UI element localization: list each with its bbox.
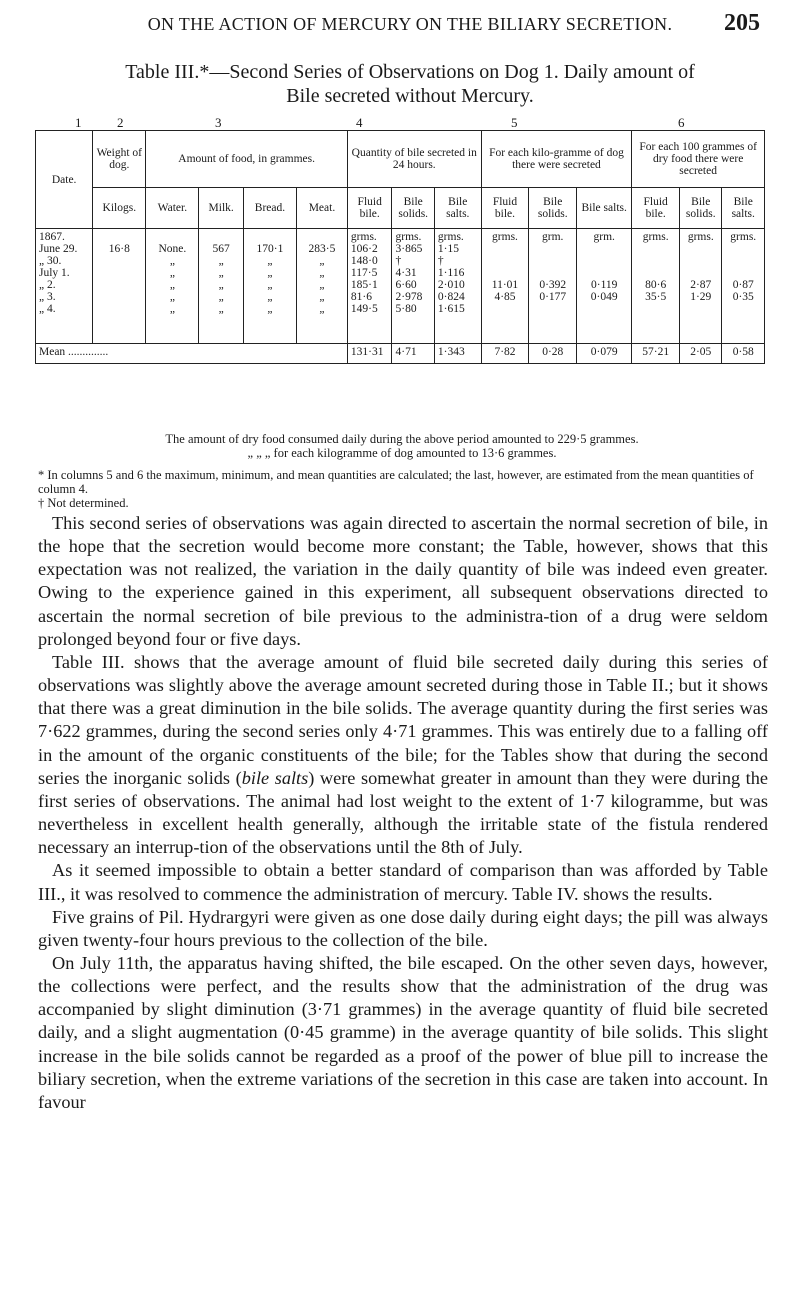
col-q-salts: [434, 229, 481, 344]
header-weight: Weight of dog.: [93, 131, 146, 188]
table-cell: 117·5: [350, 267, 378, 279]
table-cell: [300, 231, 344, 243]
sub-h-solids: Bile solids.: [680, 188, 722, 229]
table-cell: [683, 303, 718, 315]
column-number: 6: [678, 115, 685, 130]
paragraph-text: Table III. shows that the average amount of fluid bile secreted daily during this series of observations was slightly above the average amount secreted during those in Table II.; but it shows that there was a great diminution in the bile solids. The average quantity during the first series was 7·622 grammes, during the second series only 4·71 grammes. This was entirely due to a falling off in the amount of the organic constituents of the bile; for the Tables show that during the second series the inorganic solids (: [38, 651, 768, 788]
col-h-salts: [722, 229, 765, 344]
table-cell: 1·116: [437, 267, 465, 279]
table-cell: [580, 303, 628, 315]
table-cell: 2·010: [437, 279, 465, 291]
caption-line-2: Bile secreted without Mercury.: [286, 85, 534, 107]
table-cell: „ 30.: [39, 255, 62, 267]
table-cell: [580, 267, 628, 279]
header-per-kilo: For each kilo-gramme of dog there were secreted: [481, 131, 632, 188]
column-number: 4: [356, 115, 363, 130]
table-cell: „: [169, 279, 175, 291]
page-number: 205: [724, 10, 760, 36]
table-cell: grm.: [542, 231, 564, 243]
bile-table: [35, 130, 765, 364]
table-cell: [96, 291, 142, 303]
table-cell: 0·35: [732, 291, 754, 303]
table-cell: 1·29: [690, 291, 712, 303]
table-cell: 283·5: [308, 243, 336, 255]
table-cell: [635, 243, 676, 255]
table-cell: 0·049: [590, 291, 618, 303]
table-cell: „: [319, 303, 325, 315]
table-cell: 4·85: [494, 291, 516, 303]
table-cell: 148·0: [350, 255, 378, 267]
table-cell: †: [395, 255, 402, 267]
table-cell: [96, 279, 142, 291]
table-cell: [96, 255, 142, 267]
note-line: „ „ „ for each kilogramme of dog amounted to 13·6 grammes.: [247, 446, 557, 460]
table-cell: 170·1: [256, 243, 284, 255]
table-cell: „: [319, 279, 325, 291]
sub-bread: Bread.: [243, 188, 296, 229]
note-line: The amount of dry food consumed daily during the above period amounted to 229·5 grammes.: [165, 432, 639, 446]
column-number: 3: [215, 115, 222, 130]
table-cell: 11·01: [491, 279, 519, 291]
table-cell: 185·1: [350, 279, 378, 291]
table-cell: June 29.: [39, 243, 78, 255]
table-cell: „: [267, 255, 273, 267]
table-cell: [683, 243, 718, 255]
col-bread: [243, 229, 296, 344]
table-cell: 5·80: [395, 303, 417, 315]
column-number: 2: [117, 115, 124, 130]
sub-k-solids: Bile solids.: [529, 188, 577, 229]
header-per-100: For each 100 grammes of dry food there were secreted: [632, 131, 765, 188]
column-numbers: [0, 115, 800, 131]
table-cell: [580, 255, 628, 267]
table-cell: [485, 303, 526, 315]
sub-meat: Meat.: [297, 188, 348, 229]
table-cell: [580, 243, 628, 255]
sub-h-salts: Bile salts.: [722, 188, 765, 229]
table-cell: grms.: [350, 231, 377, 243]
emphasis-text: bile salts: [241, 767, 309, 788]
mean-k-fluid: 7·82: [481, 344, 529, 364]
table-cell: „: [169, 291, 175, 303]
sub-k-salts: Bile salts.: [577, 188, 632, 229]
table-cell: 81·6: [350, 291, 373, 303]
paragraph: Five grains of Pil. Hydrargyri were given as one dose daily during eight days; the pill was always given twenty-four hours previous to the collection of the bile.: [38, 906, 768, 950]
running-header: [60, 10, 760, 40]
table-cell: 2·87: [690, 279, 712, 291]
table-cell: 16·8: [108, 243, 130, 255]
table-cell: [635, 303, 676, 315]
table-cell: „: [218, 303, 224, 315]
table-cell: „: [319, 267, 325, 279]
col-q-fluid: [347, 229, 392, 344]
sub-q-salts: Bile salts.: [434, 188, 481, 229]
table-cell: „: [218, 291, 224, 303]
table-cell: „: [218, 267, 224, 279]
column-number: 1: [75, 115, 82, 130]
table-cell: „: [218, 255, 224, 267]
paragraph: This second series of observations was again directed to ascertain the normal secretion of bile, in the hope that the secretion would become more constant; the Table, however, shows that this expectation was not realized, the variation in the daily quantity of bile was indeed even greater. Owing to the experience gained in this experiment, all subsequent observations directed to ascertain the normal secretion of bile previous to the administra-tion of a drug were seldom prolonged beyond four or five days.: [38, 513, 768, 649]
sub-milk: Milk.: [199, 188, 244, 229]
data-body-row: [36, 229, 765, 344]
table-cell: „ 2.: [39, 279, 56, 291]
table-cell: None.: [158, 243, 187, 255]
table-cell: „ 3.: [39, 291, 56, 303]
table-cell: [96, 303, 142, 315]
table-cell: 149·5: [350, 303, 378, 315]
table-cell: [485, 243, 526, 255]
table-cell: „: [218, 279, 224, 291]
table-cell: [725, 267, 761, 279]
sub-water: Water.: [146, 188, 199, 229]
column-number: 5: [511, 115, 518, 130]
table-cell: „: [169, 303, 175, 315]
header-date: Date.: [36, 131, 93, 229]
table-cell: 0·392: [539, 279, 567, 291]
table-cell: [725, 303, 761, 315]
table-cell: „: [267, 291, 273, 303]
header-food: Amount of food, in grammes.: [146, 131, 348, 188]
table-cell: 1·15: [437, 243, 460, 255]
col-q-solids: [392, 229, 434, 344]
table-cell: [532, 303, 573, 315]
table-cell: 2·978: [395, 291, 423, 303]
paragraph: As it seemed impossible to obtain a better standard of comparison than was afforded by Table III., it was resolved to commence the administration of mercury. Table IV. shows the results.: [38, 860, 768, 904]
mean-k-solids: 0·28: [529, 344, 577, 364]
table-cell: grms.: [395, 231, 422, 243]
table-cell: 80·6: [645, 279, 667, 291]
table-cell: [532, 255, 573, 267]
caption-line-1: Table III.*—Second Series of Observations on Dog 1. Daily amount of: [125, 61, 695, 83]
paragraph: [38, 651, 768, 859]
table-cell: 6·60: [395, 279, 417, 291]
mean-h-fluid: 57·21: [632, 344, 680, 364]
mean-h-solids: 2·05: [680, 344, 722, 364]
table-cell: grms.: [492, 231, 518, 243]
mean-q-salts: 1·343: [434, 344, 481, 364]
col-h-solids: [680, 229, 722, 344]
table-cell: grm.: [593, 231, 615, 243]
table-cell: [683, 267, 718, 279]
sub-kilogs: Kilogs.: [93, 188, 146, 229]
col-k-solids: [529, 229, 577, 344]
table-cell: „ 4.: [39, 303, 56, 315]
table-cell: 4·31: [395, 267, 417, 279]
table-cell: †: [437, 255, 444, 267]
table-cell: 0·824: [437, 291, 465, 303]
table-cell: [202, 231, 240, 243]
paragraph-text: ) were somewhat greater in amount than they were during the first series of observations. The animal had lost weight to the extent of 1·7 kilogramme, but was nevertheless in excellent health generally, although the irritable state of the fistula rendered necessary an interrup-tion of the observations until the 8th of July.: [38, 767, 769, 858]
table-cell: „: [319, 255, 325, 267]
col-k-salts: [577, 229, 632, 344]
table-cell: [635, 267, 676, 279]
table-cell: „: [319, 291, 325, 303]
table-cell: „: [169, 255, 175, 267]
table-cell: 0·177: [539, 291, 567, 303]
table-cell: grms.: [642, 231, 669, 243]
sub-h-fluid: Fluid bile.: [632, 188, 680, 229]
col-kilogs: [93, 229, 146, 344]
footnote: * In columns 5 and 6 the maximum, minimum, and mean quantities are calculated; the last, however, are estimated from the mean quantities of column 4.: [38, 468, 754, 496]
table-cell: grms.: [437, 231, 464, 243]
col-date: [36, 229, 93, 344]
sub-q-fluid: Fluid bile.: [347, 188, 392, 229]
table-cell: [149, 231, 195, 243]
table-cell: „: [267, 303, 273, 315]
table-cell: 1867.: [39, 231, 65, 243]
table-cell: [683, 255, 718, 267]
running-title: ON THE ACTION OF MERCURY ON THE BILIARY SECRETION.: [147, 14, 673, 34]
paragraph: On July 11th, the apparatus having shifted, the bile escaped. On the other seven days, however, the collections were perfect, and the results show that the administration of the drug was accompanied by slight diminution (3·71 grammes) in the average quantity of fluid bile secreted daily, and a slight augmentation (0·45 gramme) in the average quantity of bile solids. This slight increase in the bile solids cannot be regarded as a proof of the power of blue pill to increase the biliary secretion, when the extreme variations of the secretion in this case are taken into account. In favour: [38, 952, 768, 1112]
body-text: [38, 512, 768, 1114]
table-cell: 0·119: [590, 279, 618, 291]
subheader-row: [36, 188, 765, 229]
table-cell: [485, 267, 526, 279]
table-cell: grms.: [730, 231, 757, 243]
table-cell: July 1.: [39, 267, 70, 279]
sub-k-fluid: Fluid bile.: [481, 188, 529, 229]
table-cell: „: [267, 279, 273, 291]
table-cell: [485, 255, 526, 267]
col-k-fluid: [481, 229, 529, 344]
col-meat: [297, 229, 348, 344]
table-cell: 106·2: [350, 243, 378, 255]
table-cell: [532, 243, 573, 255]
mean-row: [36, 344, 765, 364]
mean-k-salts: 0·079: [577, 344, 632, 364]
mean-h-salts: 0·58: [722, 344, 765, 364]
table-cell: grms.: [687, 231, 714, 243]
table-cell: 0·87: [732, 279, 754, 291]
table-cell: [96, 231, 142, 243]
table-cell: [532, 267, 573, 279]
table-cell: [635, 255, 676, 267]
col-milk: [199, 229, 244, 344]
table-cell: „: [169, 267, 175, 279]
table-cell: [725, 243, 761, 255]
col-h-fluid: [632, 229, 680, 344]
table-cell: 567: [212, 243, 230, 255]
table-cell: 1·615: [437, 303, 465, 315]
mean-q-fluid: 131·31: [347, 344, 392, 364]
table-cell: [96, 267, 142, 279]
mean-label: Mean ..............: [36, 344, 348, 364]
mean-q-solids: 4·71: [392, 344, 434, 364]
sub-q-solids: Bile solids.: [392, 188, 434, 229]
table-cell: [247, 231, 293, 243]
footnote: † Not determined.: [38, 496, 129, 510]
header-quantity: Quantity of bile secreted in 24 hours.: [347, 131, 481, 188]
table-cell: „: [267, 267, 273, 279]
table-cell: 3·865: [395, 243, 423, 255]
table-caption: [60, 60, 760, 108]
table-cell: [725, 255, 761, 267]
table-cell: 35·5: [645, 291, 667, 303]
header-row: [36, 131, 765, 188]
col-water: [146, 229, 199, 344]
table-notes: [38, 432, 766, 510]
